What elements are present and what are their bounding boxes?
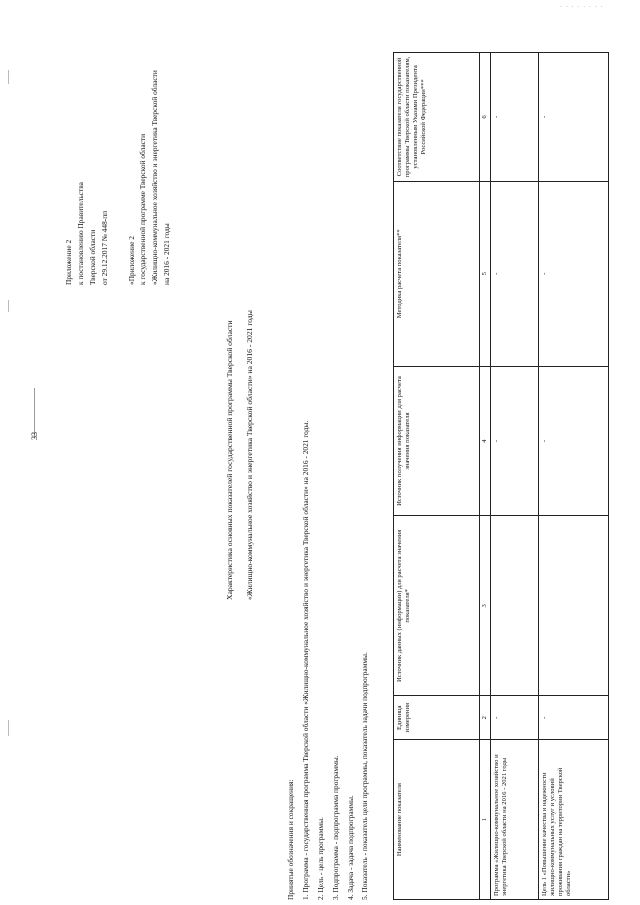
table-header-cell: Методика расчета показателя**	[394, 181, 480, 366]
appendix-line: на 2016 - 2021 годы	[162, 223, 172, 285]
appendix-line: Тверской области	[87, 229, 97, 285]
table-cell: -	[490, 696, 538, 740]
appendix-line: к постановлению Правительства	[75, 182, 85, 285]
table-cell	[538, 516, 608, 696]
appendix-block	[65, 25, 175, 285]
table-header-row	[394, 53, 480, 900]
scan-edge-mark	[8, 70, 9, 84]
table-header-cell: Наименование показателя	[394, 740, 480, 900]
column-number: 2	[480, 696, 491, 740]
title-line: Характеристика основных показателей государственной программы Тверской области	[225, 320, 234, 600]
abbreviation-item: 4. Задача - задача подпрограммы.	[345, 795, 355, 900]
rotated-document-page	[25, 10, 615, 900]
column-number: 6	[480, 53, 491, 182]
table-row	[490, 53, 538, 900]
abbreviation-item: 2. Цель - цель программы.	[315, 817, 325, 900]
page-number: 33	[30, 432, 39, 440]
table-header-cell: Единица измерения	[394, 696, 480, 740]
table-cell: -	[538, 366, 608, 516]
appendix-line: «Жилищно-коммунальное хозяйство и энергетика Тверской области	[150, 70, 160, 285]
indicator-name: Цель 1 «Повышение качества и надежности жилищно-коммунальных услуг и условий проживания граждан на территории Тверской области»	[538, 740, 608, 900]
column-number: 5	[480, 181, 491, 366]
abbreviations-heading: Принятые обозначения и сокращения:	[286, 779, 295, 900]
column-number: 3	[480, 516, 491, 696]
abbreviation-item: 1. Программа - государственная программа Тверской области «Жилищно-коммунальное хозяйство и энергетика Тверской области» на 2016 - 2021 годы.	[300, 420, 310, 900]
table-cell: -	[490, 366, 538, 516]
table-cell: -	[490, 53, 538, 182]
abbreviations-block	[287, 40, 376, 900]
appendix-line: «Приложение 2	[126, 236, 136, 285]
table-header-cell: Источник получения информации для расчета значения показателя	[394, 366, 480, 516]
abbreviation-item: 5. Показатель - показатель цели программы, показатель задачи подпрограммы.	[360, 652, 370, 900]
table-cell	[490, 516, 538, 696]
table-cell: -	[538, 53, 608, 182]
indicators-table	[393, 52, 609, 900]
table-header-cell: Источник данных (информации) для расчета значения показателя*	[394, 516, 480, 696]
appendix-line: к государственной программе Тверской области	[138, 133, 148, 285]
appendix-line: Приложение 2	[64, 239, 73, 285]
table-cell: -	[490, 181, 538, 366]
corner-dots: . . . . . . . .	[560, 2, 604, 9]
column-number: 1	[480, 740, 491, 900]
scan-edge-mark	[8, 720, 9, 736]
appendix-line: от 29.12.2017 № 448-пп	[99, 210, 109, 285]
title-line: «Жилищно-коммунальное хозяйство и энергетика Тверской области» на 2016 - 2021 годы	[245, 310, 255, 600]
table-row	[538, 53, 608, 900]
abbreviation-item: 3. Подпрограмма - подпрограмма программы.	[330, 755, 340, 900]
scan-edge-mark	[8, 300, 9, 312]
table-cell: -	[538, 181, 608, 366]
table-header-cell: Соответствие показателя государственной программы Тверской области показателям, установленным Указами Президента Российской Федерации***	[394, 53, 480, 182]
indicator-name: Программа «Жилищно-коммунальное хозяйство и энергетика Тверской области на 2016 - 2021 годы	[490, 740, 538, 900]
column-number: 4	[480, 366, 491, 516]
table-cell: -	[538, 696, 608, 740]
table-number-row	[480, 53, 491, 900]
document-title	[225, 40, 265, 600]
